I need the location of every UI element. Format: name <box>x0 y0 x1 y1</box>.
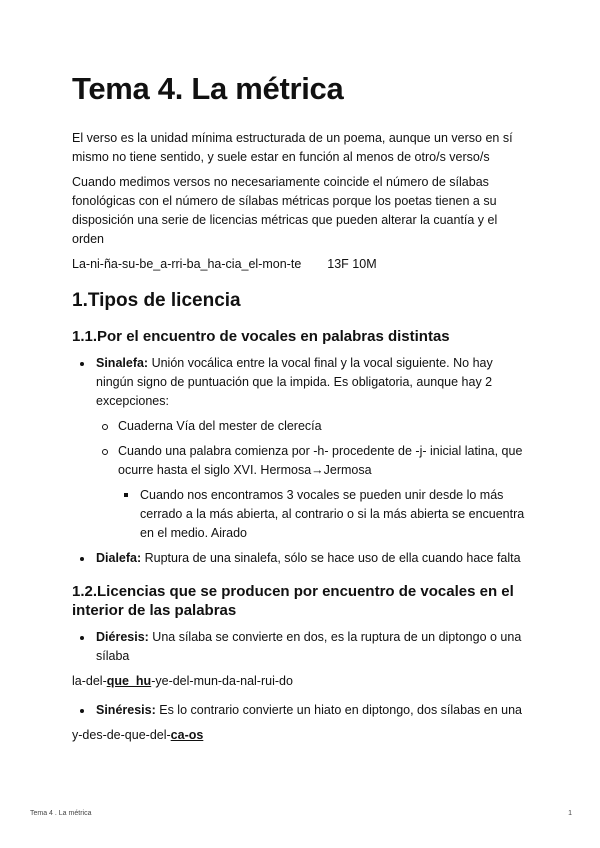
list-item-dieresis <box>72 628 532 666</box>
term-dieresis: Diéresis: <box>96 629 149 644</box>
dieresis-example-mark: que_hu <box>106 673 152 688</box>
document-page <box>72 70 532 755</box>
page-title: Tema 4. La métrica <box>72 71 344 106</box>
desc-dialefa: Ruptura de una sinalefa, sólo se hace uso de ella cuando hace falta <box>141 550 521 565</box>
list-item-three-vowels: Cuando nos encontramos 3 vocales se pueden unir desde lo más cerrado a la más abierta, al contrario o si la más abierta se encuentra en el medio. Airado <box>118 486 532 543</box>
desc-dieresis: Una sílaba se convierte en dos, es la ruptura de un diptongo o una sílaba <box>96 629 522 663</box>
page-number: 1 <box>568 810 572 817</box>
desc-sinalefa: Unión vocálica entre la vocal final y la vocal siguiente. No hay ningún signo de puntuación que la impida. Es obligatoria, aunque hay 2 excepciones: <box>96 355 493 408</box>
licencias-list-2 <box>72 628 532 666</box>
term-dialefa: Dialefa: <box>96 550 142 565</box>
intro-paragraph-1: El verso es la unidad mínima estructurada de un poema, aunque un verso en sí mismo no tiene sentido, y suele estar en función al menos de otro/s verso/s <box>72 131 513 165</box>
list-item-exception-1: Cuaderna Vía del mester de clerecía <box>96 417 532 436</box>
list-item-sinalefa <box>72 354 532 543</box>
term-sineresis: Sinéresis: <box>96 702 156 717</box>
intro-paragraph-2: Cuando medimos versos no necesariamente coincide el número de sílabas fonológicas con el número de sílabas métricas porque los poetas tienen a su disposición una serie de licencias métricas que pueden alterar la cuantía y el orden <box>72 175 498 247</box>
verse-syllable-count: 13F 10M <box>327 257 377 272</box>
section-heading-tipos-de-licencia: 1.Tipos de licencia <box>72 290 241 312</box>
dieresis-example-post: -ye-del-mun-da-nal-rui-do <box>151 673 293 688</box>
term-sinalefa: Sinalefa: <box>96 355 149 370</box>
verse-example <box>72 255 532 274</box>
dieresis-example-pre: la-del- <box>72 673 107 688</box>
sineresis-example <box>72 726 532 745</box>
vowels-note-list <box>118 486 532 543</box>
desc-sineresis: Es lo contrario convierte un hiato en diptongo, dos sílabas en una <box>155 702 522 717</box>
exception-2-text: Cuando una palabra comienza por -h- procedente de -j- inicial latina, que ocurre hasta el siglo XVI. Hermosa→Jermosa <box>118 443 523 477</box>
sineresis-example-mark: ca-os <box>170 727 204 742</box>
licencias-list-3 <box>72 701 532 720</box>
verse-example-text: La-ni-ña-su-be_a-rri-ba_ha-cia_el-mon-te <box>72 257 302 272</box>
list-item-exception-2 <box>96 442 532 543</box>
list-item-sineresis <box>72 701 532 720</box>
subsection-heading-1-1: 1.1.Por el encuentro de vocales en palabras distintas <box>72 327 450 345</box>
footer-title: Tema 4 . La métrica <box>30 810 92 817</box>
dieresis-example <box>72 672 532 691</box>
exceptions-list <box>96 417 532 543</box>
list-item-dialefa <box>72 549 532 568</box>
licencias-list-1 <box>72 354 532 568</box>
subsection-heading-1-2: 1.2.Licencias que se producen por encuentro de vocales en el interior de las palabras <box>72 582 514 619</box>
sineresis-example-pre: y-des-de-que-del- <box>72 727 171 742</box>
